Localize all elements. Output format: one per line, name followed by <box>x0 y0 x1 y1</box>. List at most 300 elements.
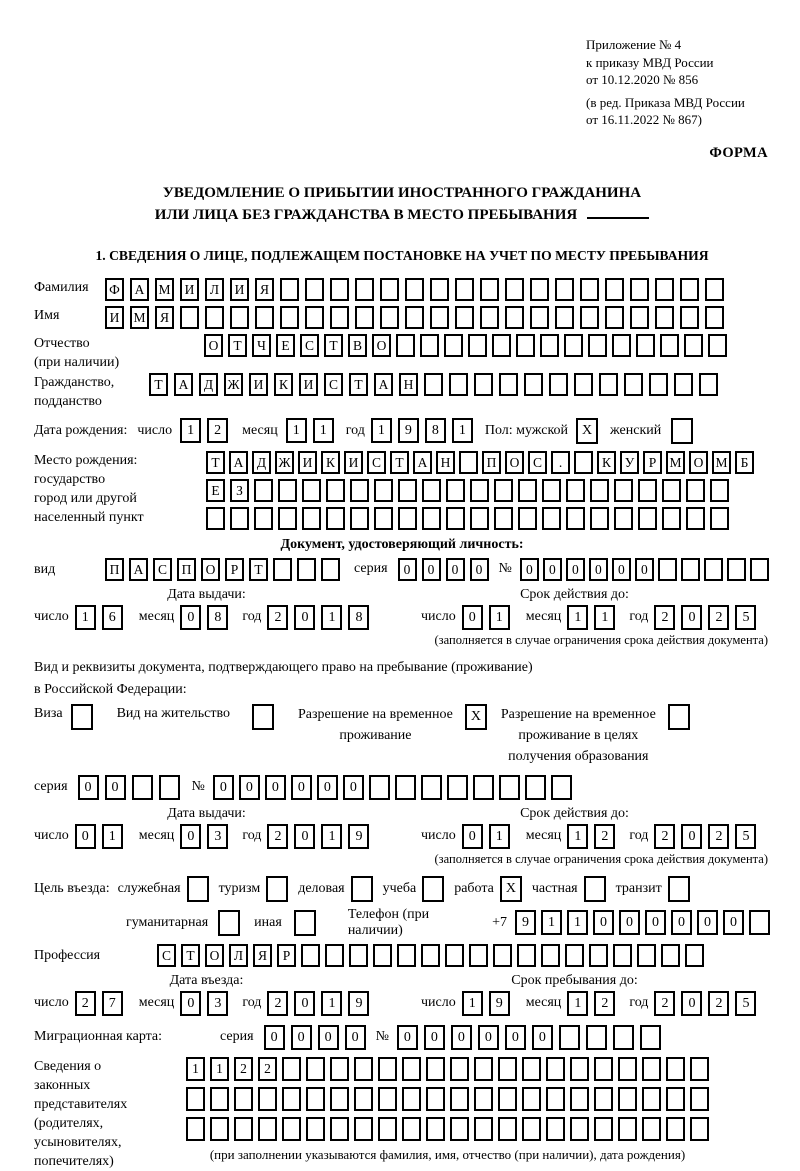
char-box: П <box>482 451 501 474</box>
char-box <box>662 479 681 502</box>
char-box: 5 <box>735 605 756 630</box>
char-box: 2 <box>654 991 675 1016</box>
char-box: А <box>229 451 248 474</box>
form-title-line2-wrap <box>34 204 770 226</box>
char-box <box>470 479 489 502</box>
char-box: 0 <box>543 558 562 581</box>
temp-residence-checkbox[interactable] <box>465 704 487 730</box>
identity-doc-note: (заполняется в случае ограничения срока действия документа) <box>434 632 768 647</box>
purpose-service-label: служебная <box>117 880 181 896</box>
char-box: 0 <box>398 558 417 581</box>
char-box: 0 <box>451 1025 472 1050</box>
entry-date-heading: Дата въезда: <box>169 972 244 988</box>
char-box: 2 <box>267 824 288 849</box>
doc-kind-boxes[interactable] <box>105 558 340 581</box>
rvp-issue-year-boxes[interactable] <box>267 824 369 849</box>
char-box: М <box>130 306 149 329</box>
char-box <box>674 373 693 396</box>
doc-number-label: № <box>498 561 512 576</box>
char-box: 2 <box>708 605 729 630</box>
char-box <box>280 306 299 329</box>
char-box <box>396 334 415 357</box>
residence-doc-options <box>34 704 770 767</box>
profession-row <box>34 944 770 967</box>
migration-number-boxes[interactable] <box>397 1025 661 1050</box>
char-box: 0 <box>723 910 744 935</box>
representatives-boxes-2[interactable] <box>186 1087 709 1111</box>
residence-doc-intro-line1: Вид и реквизиты документа, подтверждающего право на пребывание (проживание) <box>34 659 533 675</box>
char-box <box>666 1057 685 1081</box>
char-box <box>668 876 690 902</box>
purpose-private-label: частная <box>531 880 578 896</box>
sex-female-checkbox[interactable] <box>671 418 693 444</box>
char-box: 1 <box>286 418 307 443</box>
char-box: У <box>620 451 639 474</box>
char-box <box>278 479 297 502</box>
residence-permit-checkbox[interactable] <box>252 704 274 730</box>
char-box <box>398 507 417 530</box>
expiry-year-boxes[interactable] <box>654 605 756 630</box>
char-box: 0 <box>566 558 585 581</box>
char-box <box>662 507 681 530</box>
char-box <box>422 876 444 902</box>
char-box <box>426 1087 445 1111</box>
rvp-issue-month-boxes[interactable] <box>180 824 228 849</box>
char-box <box>374 479 393 502</box>
birth-month-boxes[interactable] <box>286 418 334 443</box>
birth-place-boxes-2[interactable] <box>206 479 754 502</box>
char-box <box>430 306 449 329</box>
form-title-line2: ИЛИ ЛИЦА БЕЗ ГРАЖДАНСТВА В МЕСТО ПРЕБЫВАНИЯ <box>154 206 578 223</box>
char-box: 0 <box>180 991 201 1016</box>
char-box <box>282 1117 301 1141</box>
char-box <box>380 278 399 301</box>
char-box: 8 <box>425 418 446 443</box>
purpose-business-label: деловая <box>298 880 345 896</box>
char-box: А <box>129 558 148 581</box>
expiry-day-boxes[interactable] <box>462 605 510 630</box>
char-box: 0 <box>294 824 315 849</box>
char-box: 0 <box>264 1025 285 1050</box>
char-box <box>302 507 321 530</box>
char-box: 0 <box>635 558 654 581</box>
char-box <box>594 1087 613 1111</box>
char-box: 0 <box>589 558 608 581</box>
char-box: Т <box>149 373 168 396</box>
char-box <box>186 1087 205 1111</box>
purpose-private-checkbox[interactable] <box>584 876 606 902</box>
birth-place-row <box>34 451 770 535</box>
birth-place-box-rows <box>206 451 754 535</box>
char-box: 0 <box>239 775 260 800</box>
char-box: 1 <box>567 824 588 849</box>
day-label: число <box>34 609 69 624</box>
char-box: 1 <box>75 605 96 630</box>
char-box <box>566 479 585 502</box>
phone-boxes[interactable] <box>515 910 770 935</box>
char-box: 2 <box>708 824 729 849</box>
char-box <box>605 278 624 301</box>
char-box: X <box>465 704 487 730</box>
migration-number-label: № <box>375 1029 389 1044</box>
char-box <box>273 558 292 581</box>
char-box <box>426 1117 445 1141</box>
char-box: И <box>230 278 249 301</box>
migration-series-boxes[interactable] <box>264 1025 366 1050</box>
char-box: О <box>204 334 223 357</box>
char-box <box>397 944 416 967</box>
char-box <box>589 944 608 967</box>
stay-month-boxes[interactable] <box>567 991 615 1016</box>
char-box <box>450 1087 469 1111</box>
char-box: Д <box>199 373 218 396</box>
char-box: 2 <box>594 991 615 1016</box>
char-box <box>586 1025 607 1050</box>
char-box: Т <box>228 334 247 357</box>
char-box: 0 <box>291 1025 312 1050</box>
char-box: 1 <box>321 991 342 1016</box>
char-box <box>446 507 465 530</box>
purpose-study-label: учеба <box>382 880 417 896</box>
char-box: 0 <box>317 775 338 800</box>
char-box: 0 <box>520 558 539 581</box>
char-box <box>421 944 440 967</box>
residence-doc-series-row <box>34 775 770 800</box>
rvp-expiry-day-boxes[interactable] <box>462 824 510 849</box>
doc-series-boxes[interactable] <box>398 558 489 581</box>
representatives-boxes-3[interactable] <box>186 1117 709 1141</box>
name-boxes[interactable] <box>105 306 724 329</box>
char-box <box>306 1087 325 1111</box>
surname-boxes[interactable] <box>105 278 724 301</box>
sex-male-checkbox[interactable] <box>576 418 598 444</box>
char-box: 0 <box>462 605 483 630</box>
char-box <box>210 1087 229 1111</box>
char-box <box>680 278 699 301</box>
residence-doc-note: (заполняется в случае ограничения срока действия документа) <box>434 851 768 866</box>
temp-residence-edu-checkbox[interactable] <box>668 704 690 730</box>
char-box: А <box>413 451 432 474</box>
char-box <box>530 306 549 329</box>
rvp-number-boxes[interactable] <box>213 775 572 800</box>
char-box: Ж <box>224 373 243 396</box>
doc-series-label: серия <box>354 561 388 576</box>
char-box <box>498 1087 517 1111</box>
birth-year-boxes[interactable] <box>371 418 473 443</box>
char-box <box>605 306 624 329</box>
char-box <box>690 1057 709 1081</box>
char-box <box>671 418 693 444</box>
char-box: 0 <box>265 775 286 800</box>
birth-place-boxes-3[interactable] <box>206 507 754 530</box>
char-box: Т <box>390 451 409 474</box>
year-label: год <box>345 422 365 438</box>
char-box <box>398 479 417 502</box>
char-box: 0 <box>180 605 201 630</box>
char-box <box>570 1087 589 1111</box>
char-box <box>402 1087 421 1111</box>
issue-date-heading: Дата выдачи: <box>167 586 246 602</box>
char-box: 9 <box>489 991 510 1016</box>
char-box: О <box>205 944 224 967</box>
char-box: 2 <box>258 1057 277 1081</box>
char-box: 2 <box>708 991 729 1016</box>
char-box <box>637 944 656 967</box>
appendix-line-4: (в ред. Приказа МВД России <box>586 94 745 110</box>
char-box <box>564 334 583 357</box>
char-box: В <box>348 334 367 357</box>
char-box <box>666 1087 685 1111</box>
char-box: Р <box>277 944 296 967</box>
char-box: 0 <box>294 991 315 1016</box>
char-box: 0 <box>294 605 315 630</box>
citizenship-boxes[interactable] <box>149 373 718 396</box>
char-box <box>749 910 770 935</box>
year-label: год <box>629 609 649 624</box>
purpose-study-checkbox[interactable] <box>422 876 444 902</box>
char-box: 1 <box>567 991 588 1016</box>
char-box <box>549 373 568 396</box>
char-box <box>612 334 631 357</box>
month-label: месяц <box>138 609 175 624</box>
char-box: Е <box>276 334 295 357</box>
profession-boxes[interactable] <box>157 944 704 967</box>
birth-place-label: Место рождения: государство город или другой населенный пункт <box>34 452 144 525</box>
stay-until-heading: Срок пребывания до: <box>511 972 638 988</box>
char-box: 0 <box>505 1025 526 1050</box>
day-label: число <box>34 995 69 1010</box>
char-box: 1 <box>321 824 342 849</box>
char-box: 0 <box>343 775 364 800</box>
char-box <box>430 278 449 301</box>
purpose-transit-checkbox[interactable] <box>668 876 690 902</box>
char-box <box>474 1117 493 1141</box>
patronymic-boxes[interactable] <box>204 334 727 357</box>
char-box: И <box>180 278 199 301</box>
char-box <box>613 944 632 967</box>
char-box <box>522 1087 541 1111</box>
issue-year-boxes[interactable] <box>267 605 369 630</box>
char-box: 1 <box>102 824 123 849</box>
char-box <box>405 306 424 329</box>
char-box <box>705 278 724 301</box>
rvp-issue-heading: Дата выдачи: <box>167 805 246 821</box>
entry-stay-dates <box>34 991 770 1016</box>
char-box: 0 <box>78 775 99 800</box>
char-box <box>551 775 572 800</box>
char-box <box>255 306 274 329</box>
char-box <box>449 373 468 396</box>
char-box: 1 <box>180 418 201 443</box>
issue-date-group <box>34 605 379 630</box>
char-box: Б <box>735 451 754 474</box>
visa-option <box>34 704 93 730</box>
char-box: 1 <box>567 910 588 935</box>
identity-doc-row <box>34 558 770 581</box>
char-box <box>445 944 464 967</box>
char-box <box>630 278 649 301</box>
char-box <box>690 1087 709 1111</box>
char-box: 9 <box>515 910 536 935</box>
char-box: 3 <box>207 991 228 1016</box>
purpose-tourism-checkbox[interactable] <box>266 876 288 902</box>
char-box <box>395 775 416 800</box>
entry-month-boxes[interactable] <box>180 991 228 1016</box>
char-box <box>690 1117 709 1141</box>
visa-checkbox[interactable] <box>71 704 93 730</box>
char-box <box>555 278 574 301</box>
char-box <box>402 1117 421 1141</box>
residence-permit-label: Вид на жительство <box>116 705 230 721</box>
char-box <box>297 558 316 581</box>
rvp-issue-day-boxes[interactable] <box>75 824 123 849</box>
char-box <box>594 1117 613 1141</box>
month-label: месяц <box>525 609 562 624</box>
year-label: год <box>629 828 649 843</box>
char-box <box>258 1087 277 1111</box>
temp-residence-edu-option <box>501 704 690 767</box>
purpose-work-checkbox[interactable] <box>500 876 522 902</box>
char-box: 2 <box>267 605 288 630</box>
char-box <box>614 507 633 530</box>
char-box: 1 <box>186 1057 205 1081</box>
appendix-line-5: от 16.11.2022 № 867) <box>586 112 703 127</box>
char-box: 2 <box>234 1057 253 1081</box>
char-box <box>330 1057 349 1081</box>
expiry-month-boxes[interactable] <box>567 605 615 630</box>
rvp-series-boxes[interactable] <box>78 775 180 800</box>
char-box <box>470 507 489 530</box>
char-box: 0 <box>462 824 483 849</box>
char-box: Я <box>155 306 174 329</box>
stay-day-boxes[interactable] <box>462 991 510 1016</box>
day-label: число <box>421 995 456 1010</box>
char-box <box>574 373 593 396</box>
char-box <box>546 1117 565 1141</box>
stay-year-boxes[interactable] <box>654 991 756 1016</box>
char-box: 0 <box>345 1025 366 1050</box>
char-box <box>727 558 746 581</box>
char-box: 0 <box>671 910 692 935</box>
migration-card-label: Миграционная карта: <box>34 1029 163 1044</box>
birth-place-boxes-1[interactable] <box>206 451 754 474</box>
char-box <box>685 944 704 967</box>
char-box <box>704 558 723 581</box>
char-box <box>699 373 718 396</box>
char-box <box>542 479 561 502</box>
representatives-boxes-1[interactable] <box>186 1057 709 1081</box>
birth-date-label: Дата рождения: <box>34 423 128 438</box>
birth-day-boxes[interactable] <box>180 418 228 443</box>
char-box <box>618 1057 637 1081</box>
char-box <box>710 507 729 530</box>
char-box: Я <box>255 278 274 301</box>
rvp-expiry-month-boxes[interactable] <box>567 824 615 849</box>
purpose-other-checkbox[interactable] <box>294 910 316 936</box>
char-box <box>540 334 559 357</box>
char-box <box>636 334 655 357</box>
char-box: Л <box>229 944 248 967</box>
char-box <box>450 1117 469 1141</box>
representatives-note: (при заполнении указываются фамилия, имя, отчество (при наличии), дата рождения) <box>209 1146 686 1162</box>
char-box <box>187 876 209 902</box>
char-box <box>530 278 549 301</box>
rvp-issue-group <box>34 824 379 849</box>
char-box <box>522 1057 541 1081</box>
sex-male-label: Пол: мужской <box>484 422 569 438</box>
doc-number-boxes[interactable] <box>520 558 769 581</box>
char-box <box>588 334 607 357</box>
char-box <box>499 373 518 396</box>
char-box <box>446 479 465 502</box>
char-box: И <box>344 451 363 474</box>
char-box <box>517 944 536 967</box>
purpose-service-checkbox[interactable] <box>187 876 209 902</box>
rvp-number-label: № <box>191 779 205 794</box>
char-box: 1 <box>489 824 510 849</box>
entry-purpose-row1 <box>34 876 770 902</box>
appendix-block <box>586 36 770 129</box>
char-box <box>254 479 273 502</box>
char-box: 0 <box>681 824 702 849</box>
char-box <box>518 479 537 502</box>
char-box <box>705 306 724 329</box>
char-box: 0 <box>318 1025 339 1050</box>
purpose-business-checkbox[interactable] <box>351 876 373 902</box>
char-box: Н <box>399 373 418 396</box>
char-box <box>132 775 153 800</box>
month-label: месяц <box>138 995 175 1010</box>
visa-label: Виза <box>34 705 63 721</box>
char-box: 8 <box>348 605 369 630</box>
char-box <box>516 334 535 357</box>
char-box <box>355 306 374 329</box>
entry-day-boxes[interactable] <box>75 991 123 1016</box>
char-box <box>321 558 340 581</box>
char-box <box>570 1117 589 1141</box>
issue-day-boxes[interactable] <box>75 605 123 630</box>
day-label: число <box>137 422 173 438</box>
rvp-expiry-year-boxes[interactable] <box>654 824 756 849</box>
char-box: 1 <box>567 605 588 630</box>
char-box <box>230 306 249 329</box>
char-box: К <box>321 451 340 474</box>
char-box <box>555 306 574 329</box>
purpose-humanitarian-checkbox[interactable] <box>218 910 240 936</box>
char-box: Т <box>206 451 225 474</box>
char-box: И <box>298 451 317 474</box>
char-box <box>330 1087 349 1111</box>
char-box <box>655 278 674 301</box>
migration-series-label: серия <box>220 1029 254 1044</box>
char-box: И <box>249 373 268 396</box>
char-box <box>354 1117 373 1141</box>
char-box: 5 <box>735 991 756 1016</box>
char-box: 2 <box>207 418 228 443</box>
char-box <box>750 558 769 581</box>
section1-heading: 1. СВЕДЕНИЯ О ЛИЦЕ, ПОДЛЕЖАЩЕМ ПОСТАНОВКЕ НА УЧЕТ ПО МЕСТУ ПРЕБЫВАНИЯ <box>95 247 709 263</box>
issue-month-boxes[interactable] <box>180 605 228 630</box>
char-box: 1 <box>313 418 334 443</box>
char-box <box>378 1087 397 1111</box>
char-box <box>355 278 374 301</box>
char-box <box>455 278 474 301</box>
char-box <box>424 373 443 396</box>
entry-year-boxes[interactable] <box>267 991 369 1016</box>
char-box <box>499 775 520 800</box>
char-box <box>354 1087 373 1111</box>
char-box: А <box>374 373 393 396</box>
